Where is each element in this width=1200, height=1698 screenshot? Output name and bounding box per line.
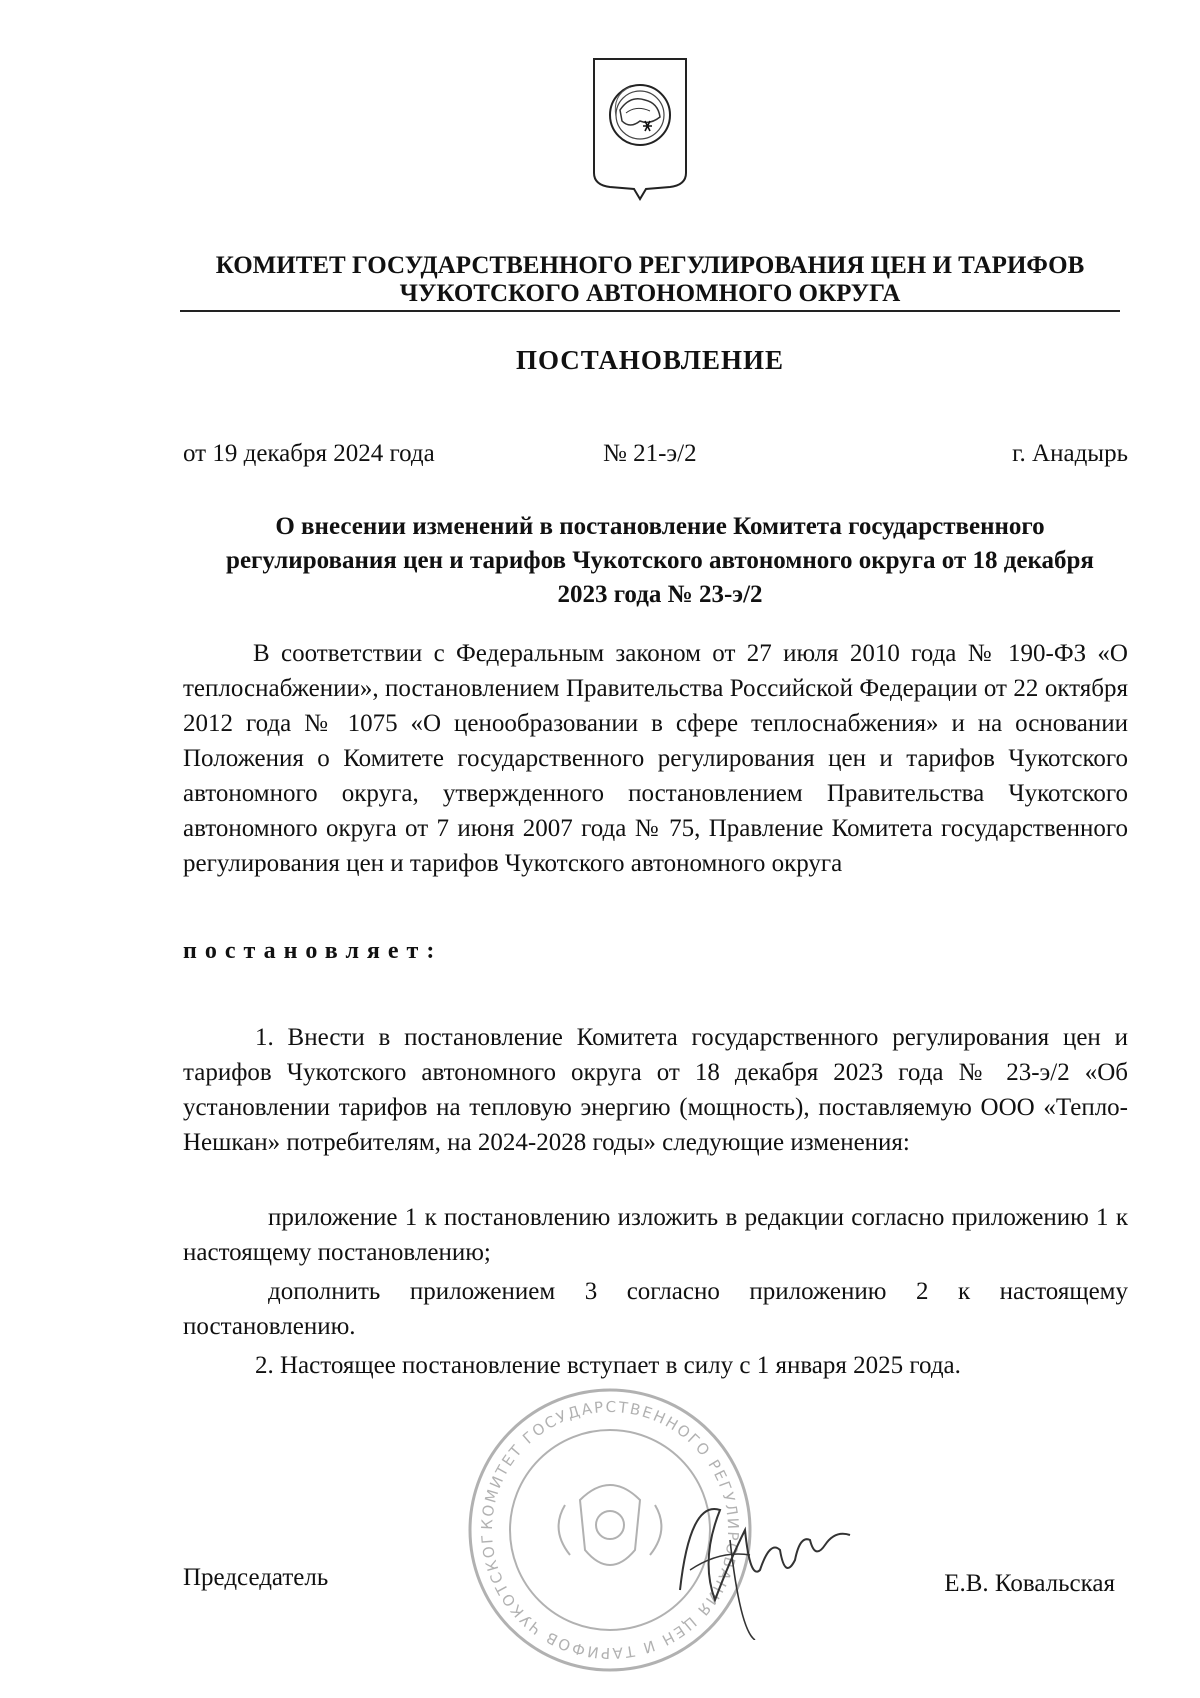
committee-line-1: КОМИТЕТ ГОСУДАРСТВЕННОГО РЕГУЛИРОВАНИЯ ЦЕН И ТАРИФОВ	[215, 252, 1085, 279]
document-subject: О внесении изменений в постановление Комитета государственного регулирования цен и тарифов Чукотского автономного округа от 18 декабря 2023 года № 23-э/2	[226, 513, 1094, 608]
signature-icon	[660, 1440, 860, 1640]
document-type-title: ПОСТАНОВЛЕНИЕ	[515, 345, 785, 375]
document-city: г. Анадырь	[1012, 440, 1128, 467]
seal-ring-text: КОМИТЕТ ГОСУДАРСТВЕННОГО РЕГУЛИРОВАНИЯ ЦЕН И ТАРИФОВ ЧУКОТСКОГ	[477, 1397, 743, 1663]
header-divider	[180, 310, 1120, 312]
item-1-subparagraph-1: приложение 1 к постановлению изложить в редакции согласно приложению 1 к настоящему постановлению;	[183, 1204, 1128, 1266]
handwritten-signature	[660, 1440, 860, 1640]
preamble-paragraph: В соответствии с Федеральным законом от 27 июля 2010 года № 190-ФЗ «О теплоснабжении», постановлением Правительства Российской Федерации от 22 октября 2012 года № 1075 «О ценообразовании в сфере теплоснабжения» и на основании Положения о Комитете государственного регулирования цен и тарифов Чукотского автономного округа, утвержденного постановлением Правительства Чукотского автономного округа от 7 июня 2007 года № 75, Правление Комитета государственного регулирования цен и тарифов Чукотского автономного округа	[183, 640, 1128, 877]
signer-position: Председатель	[183, 1564, 329, 1591]
emblem-shield-icon	[590, 55, 690, 205]
committee-line-2: ЧУКОТСКОГО АВТОНОМНОГО ОКРУГА	[399, 280, 901, 307]
document-number: № 21-э/2	[603, 440, 697, 467]
item-1-paragraph: 1. Внести в постановление Комитета государственного регулирования цен и тарифов Чукотского автономного округа от 18 декабря 2023 года № 23-э/2 «Об установлении тарифов на тепловую энергию (мощность), поставляемую ООО «Тепло-Нешкан» потребителям, на 2024-2028 годы» следующие изменения:	[183, 1024, 1128, 1156]
signer-name: Е.В. Ковальская	[944, 1570, 1115, 1597]
decree-word: постановляет:	[183, 938, 443, 964]
committee-heading	[180, 252, 1120, 308]
coat-of-arms-emblem	[590, 55, 690, 205]
document-date: от 19 декабря 2024 года	[183, 440, 435, 467]
item-2-paragraph: 2. Настоящее постановление вступает в силу с 1 января 2025 года.	[255, 1352, 961, 1379]
item-1-subparagraph-2: дополнить приложением 3 согласно приложению 2 к настоящему постановлению.	[183, 1278, 1128, 1340]
